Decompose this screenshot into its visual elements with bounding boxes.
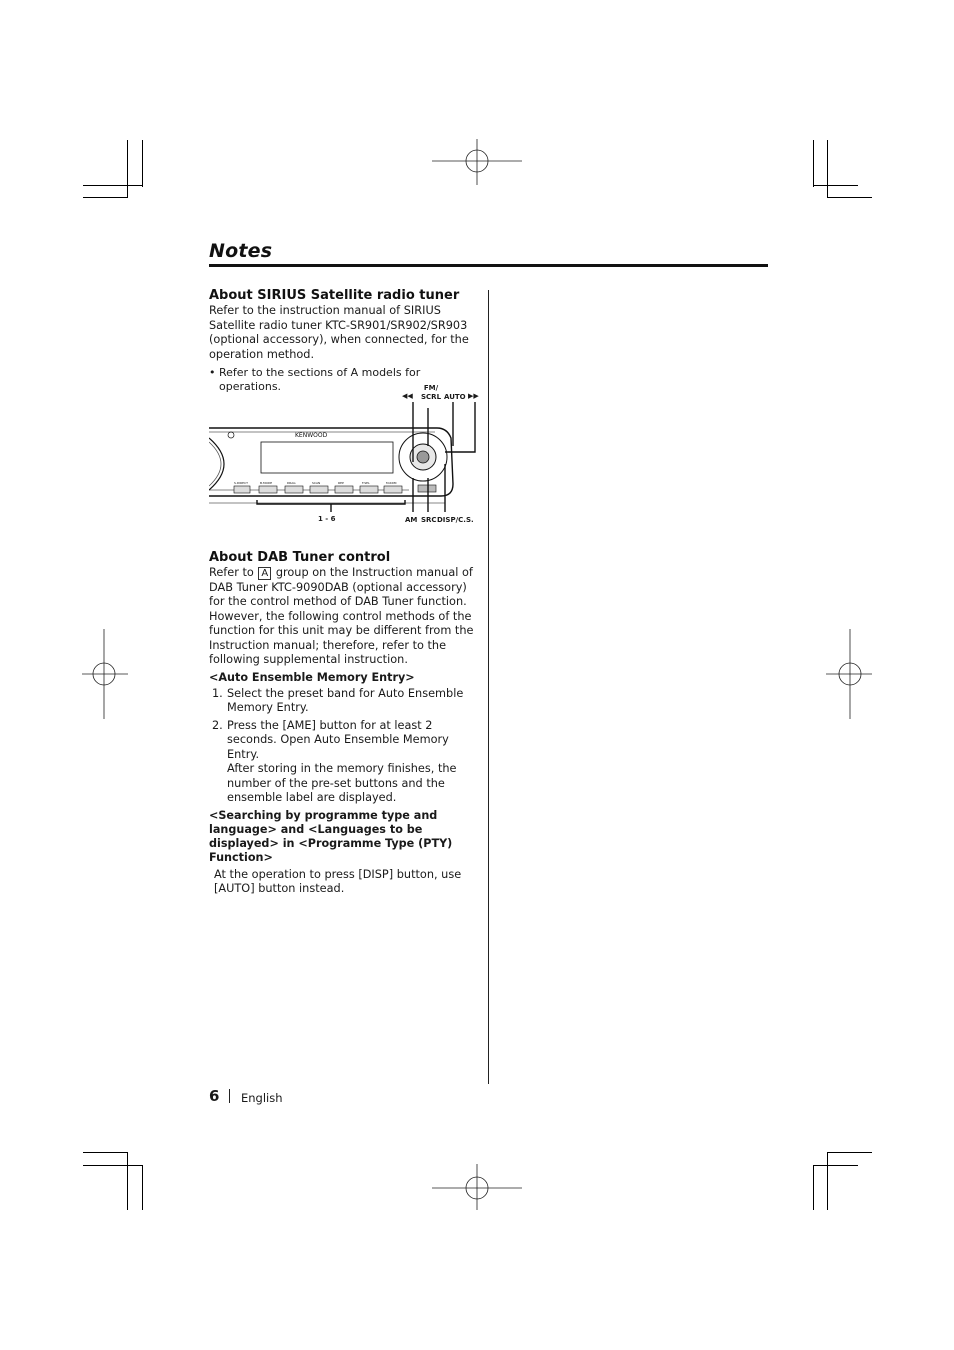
ame-steps <box>209 687 481 806</box>
label-presets: 1 - 6 <box>318 515 336 523</box>
pty-note: At the operation to press [DISP] button, use [AUTO] button instead. <box>214 867 462 895</box>
step-number: 1. <box>212 686 223 700</box>
footer-separator <box>229 1089 230 1103</box>
registration-mark-bottom <box>432 1164 522 1210</box>
title-rule <box>209 264 768 267</box>
head-unit-figure <box>209 384 487 526</box>
label-prev: ◀◀ <box>402 392 413 400</box>
step-number: 2. <box>212 718 223 732</box>
registration-mark-top <box>432 139 522 185</box>
svg-text:REP: REP <box>338 481 344 485</box>
column-divider <box>488 290 489 1084</box>
registration-mark-right <box>826 629 872 719</box>
sirius-heading: About SIRIUS Satellite radio tuner <box>209 288 460 303</box>
step-text: Press the [AME] button for at least 2 seconds. Open Auto Ensemble Memory Entry. <box>227 718 449 761</box>
svg-text:DRAG: DRAG <box>287 481 296 485</box>
label-next: ▶▶ <box>468 392 479 400</box>
head-unit-illustration <box>209 384 487 526</box>
step-text: Select the preset band for Auto Ensemble Memory Entry. <box>227 686 464 714</box>
label-am: AM <box>405 516 418 524</box>
sirius-body: Refer to the instruction manual of SIRIUS Satellite radio tuner KTC-SR901/SR902/SR903 (optional accessory), when connected, for the operation method. <box>209 304 469 361</box>
dab-heading: About DAB Tuner control <box>209 550 391 565</box>
svg-text:M.RDM: M.RDM <box>386 481 397 485</box>
svg-text:F.SEL: F.SEL <box>362 481 370 485</box>
sirius-bullet: • Refer to the sections of A models for operations. <box>209 366 479 394</box>
sirius-section <box>209 288 479 394</box>
ame-subheading: <Auto Ensemble Memory Entry> <box>209 670 415 684</box>
dab-para2: However, the following control methods of the function for this unit may be different from the Instruction manual; therefore, refer to the following supplemental instruction. <box>209 609 474 666</box>
dab-intro-post: group on the Instruction manual of DAB Tuner KTC-9090DAB (optional accessory) for the control method of DAB Tuner function. <box>209 566 473 608</box>
dab-section <box>209 550 481 897</box>
pty-subheading: <Searching by programme type and language> and <Languages to be displayed> in <Programme Type (PTY) Function> <box>209 808 453 864</box>
page-number: 6 <box>209 1087 220 1105</box>
svg-text:SCAN: SCAN <box>312 481 321 485</box>
step-1 <box>209 687 481 716</box>
step-2 <box>209 719 481 806</box>
dab-intro <box>209 566 481 610</box>
label-src: SRC <box>421 516 437 524</box>
page-title: Notes <box>209 240 273 262</box>
label-auto: AUTO <box>444 393 466 401</box>
registration-mark-left <box>82 629 128 719</box>
label-fm-scrl: FM/ SCRL <box>421 384 442 401</box>
svg-text:B.MODE: B.MODE <box>260 481 273 485</box>
brand-logo: KENWOOD <box>295 432 328 439</box>
svg-text:S.DIRECT: S.DIRECT <box>234 481 248 485</box>
label-disp-cs: DISP/C.S. <box>437 516 474 524</box>
step-extra: After storing in the memory finishes, the number of the pre-set buttons and the ensemble label are displayed. <box>227 762 457 804</box>
group-a-box: A <box>258 567 271 580</box>
dab-intro-pre: Refer to <box>209 566 254 579</box>
footer-language: English <box>241 1091 283 1105</box>
